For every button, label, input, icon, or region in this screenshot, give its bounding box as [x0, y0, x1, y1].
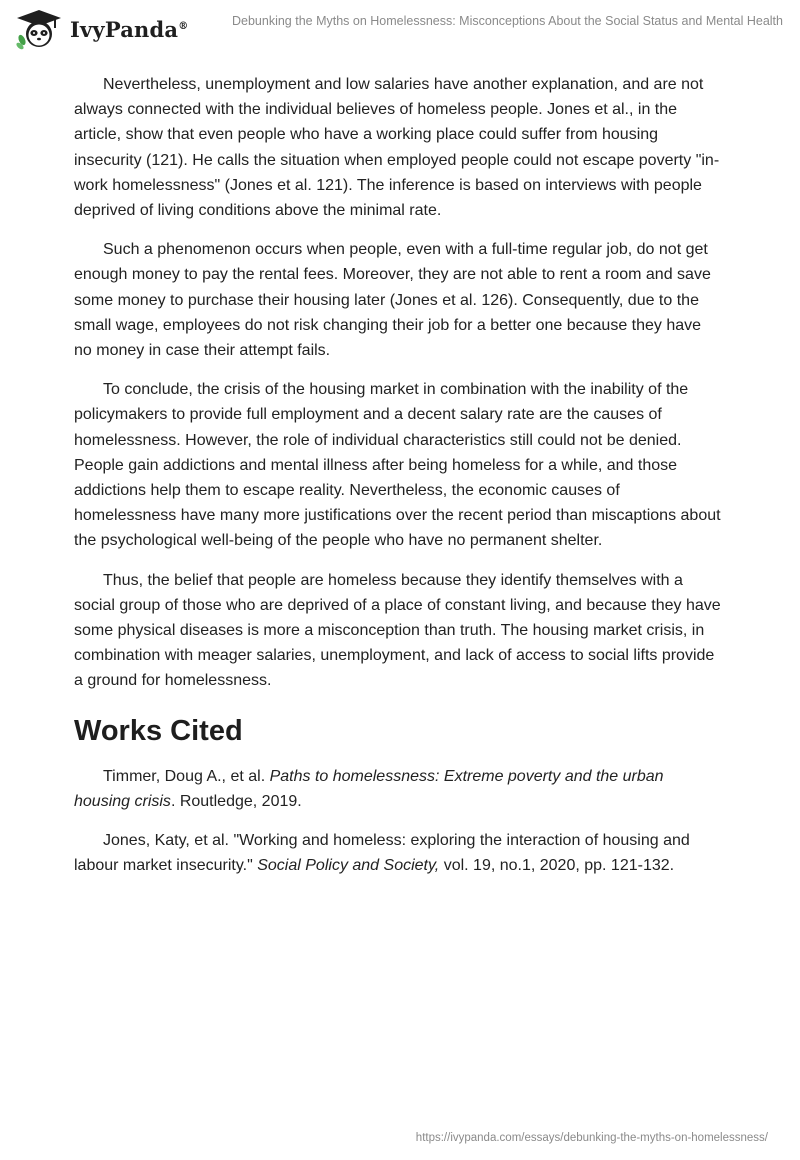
citation-details: vol. 19, no.1, 2020, pp. 121-132.: [439, 857, 675, 875]
registered-mark: ®: [178, 20, 189, 32]
citation-entry: [74, 828, 722, 878]
brand-logo[interactable]: [14, 8, 188, 50]
citation-entry: [74, 764, 722, 814]
essay-body: [74, 72, 722, 892]
paragraph: Thus, the belief that people are homeless because they identify themselves with a social group of those who are deprived of a place of constant living, and because they have some physical diseases is more a misconception than truth. The housing market crisis, in combination with meager salaries, unemployment, and lack of access to social lifts provide a ground for homelessness.: [74, 571, 721, 690]
citation-publisher: . Routledge, 2019.: [170, 792, 302, 810]
paragraph: Nevertheless, unemployment and low salaries have another explanation, and are not always connected with the individual believes of homeless people. Jones et al., in the article, show that even people who have a working place could suffer from housing insecurity (121). He calls the situation when employed people could not escape poverty "in-work homelessness" (Jones et al. 121). The inference is based on interviews with people deprived of living conditions above the minimal rate.: [74, 76, 720, 220]
citation-text: Timmer, Doug A., et al.: [103, 767, 270, 785]
document-title: Debunking the Myths on Homelessness: Misconceptions About the Social Status and Mental Health: [231, 14, 783, 28]
citation-text: Jones, Katy, et al. "Working and homeless: exploring the interaction of housing and labour market insecurity.": [74, 832, 690, 875]
page-header: [0, 0, 800, 60]
paragraph: To conclude, the crisis of the housing market in combination with the inability of the policymakers to provide full employment and a decent salary rate are the causes of homelessness. However, the role of individual characteristics still could not be denied. People gain addictions and mental illness after being homeless for a while, and those addictions help them to escape reality. Nevertheless, the economic causes of homelessness have many more justifications over the recent period than miscaptions about the psychological well-being of the people who have no permanent shelter.: [74, 381, 721, 550]
brand-name: IvyPanda: [70, 16, 179, 42]
panda-logo-icon: [14, 8, 64, 50]
works-cited-heading: Works Cited: [74, 714, 243, 747]
paragraph: Such a phenomenon occurs when people, even with a full-time regular job, do not get enough money to pay the rental fees. Moreover, they are not able to rent a room and save some money to purchase their housing later (Jones et al. 126). Consequently, due to the small wage, employees do not risk changing their job for a better one because they have no money in case their attempt fails.: [74, 241, 711, 360]
source-url[interactable]: https://ivypanda.com/essays/debunking-the-myths-on-homelessness/: [415, 1132, 768, 1144]
citation-journal: Social Policy and Society,: [257, 857, 440, 875]
citation-title: Paths to homelessness: Extreme poverty and the urban housing crisis: [74, 767, 664, 810]
